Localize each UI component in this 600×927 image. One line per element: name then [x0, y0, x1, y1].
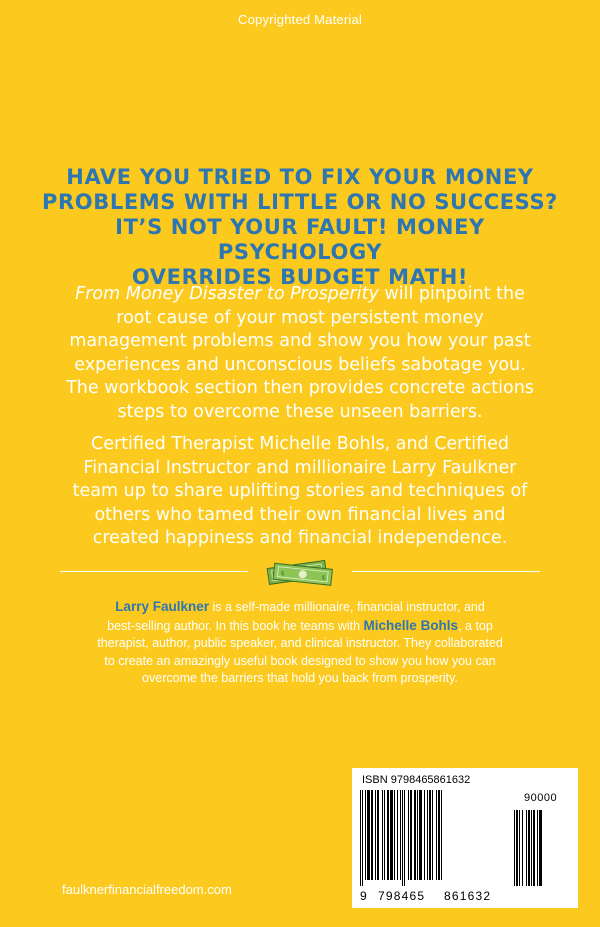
barcode-bar	[408, 790, 409, 880]
paragraph-line: management problems and show you how your past	[69, 331, 531, 351]
ornamental-divider	[60, 558, 540, 586]
barcode-bar	[432, 790, 433, 880]
paragraph-line: experiences and unconscious beliefs sabotage you.	[74, 354, 526, 375]
barcode-bar	[371, 790, 373, 880]
barcode-bar	[427, 790, 428, 880]
barcode-bar	[365, 790, 366, 880]
barcode-bar	[441, 790, 442, 880]
paragraph-line: others who tamed their own financial lives and	[94, 504, 506, 525]
copyright-watermark: Copyrighted Material	[238, 12, 362, 27]
paragraph-text: will pinpoint the	[378, 284, 525, 304]
paragraph-line: team up to share uplifting stories and techniques of	[72, 481, 528, 501]
barcode-bar	[400, 790, 401, 880]
headline-line: HAVE YOU TRIED TO FIX YOUR MONEY	[66, 165, 534, 189]
author-name-michelle: Michelle Bohls	[363, 617, 459, 633]
ean-barcode-bars	[360, 790, 510, 890]
barcode-bar	[394, 790, 395, 880]
authors-paragraph	[55, 433, 545, 551]
paragraph-line: created happiness and financial independence.	[92, 528, 508, 548]
bio-line	[50, 598, 550, 617]
svg-text:$: $	[321, 574, 326, 582]
bio-text: best-selling author. In this book he teams with	[107, 618, 364, 633]
paragraph-line	[55, 283, 545, 307]
barcode-bar	[429, 790, 431, 880]
bio-line: to create an amazingly useful book designed to show you how you can	[104, 653, 496, 668]
barcode-bar	[414, 790, 416, 880]
paragraph-line: root cause of your most persistent money	[116, 307, 484, 328]
paragraph-line: steps to overcome these unseen barriers.	[117, 401, 483, 422]
barcode-digit-group1: 798465	[378, 889, 426, 903]
barcode-bar	[531, 810, 532, 886]
barcode-bar	[539, 810, 542, 886]
svg-text:$: $	[280, 570, 285, 578]
barcode-bar	[417, 790, 418, 880]
description-paragraph	[55, 283, 545, 424]
barcode-bar	[382, 790, 383, 880]
barcode-digit-group2: 861632	[444, 889, 492, 903]
barcode-bar	[436, 790, 437, 880]
price-code: 90000	[524, 792, 558, 804]
isbn-label: ISBN 9798465861632	[362, 774, 471, 786]
bio-line: therapist, author, public speaker, and clinical instructor. They collaborated	[97, 636, 503, 650]
barcode-bar	[402, 790, 403, 886]
barcode-bar	[367, 790, 370, 880]
headline	[40, 165, 560, 290]
barcode-bar	[519, 810, 520, 886]
isbn-barcode	[352, 768, 578, 908]
headline-line: IT’S NOT YOUR FAULT! MONEY PSYCHOLOGY	[115, 215, 485, 264]
barcode-bar	[516, 810, 518, 886]
barcode-bar	[387, 790, 389, 880]
barcode-bar	[362, 790, 363, 886]
barcode-bar	[537, 810, 538, 886]
divider-rule-left	[60, 571, 248, 572]
author-name-larry: Larry Faulkner	[115, 599, 209, 614]
barcode-bar	[397, 790, 398, 880]
divider-rule-right	[352, 571, 540, 572]
headline-line: PROBLEMS WITH LITTLE OR NO SUCCESS?	[42, 190, 558, 214]
barcode-bar	[404, 790, 405, 886]
barcode-bar	[514, 810, 515, 886]
barcode-bar	[522, 810, 523, 886]
barcode-bar	[424, 790, 425, 880]
money-stack-icon	[260, 558, 340, 586]
book-title: From Money Disaster to Prosperity	[75, 284, 379, 304]
paragraph-line: The workbook section then provides concrete actions	[66, 378, 534, 398]
bio-line	[50, 617, 550, 636]
bio-line: overcome the barriers that hold you back from prosperity.	[142, 671, 458, 685]
barcode-bar	[419, 790, 422, 880]
barcode-bar	[410, 790, 412, 880]
barcode-bar	[390, 790, 393, 880]
barcode-bar	[533, 810, 535, 886]
barcode-bar	[377, 790, 379, 880]
paragraph-line: Certified Therapist Michelle Bohls, and Certified	[90, 434, 510, 454]
website-url: faulknerfinancialfreedom.com	[62, 882, 232, 897]
barcode-bar	[384, 790, 385, 880]
paragraph-line: Financial Instructor and millionaire Larry Faulkner	[83, 457, 517, 478]
barcode-digit-first: 9	[360, 889, 367, 903]
author-bio	[50, 598, 550, 688]
barcode-bar	[438, 790, 440, 880]
barcode-bar	[526, 810, 527, 886]
headline-line: OVERRIDES BUDGET MATH!	[131, 265, 469, 289]
barcode-bar	[375, 790, 376, 880]
bio-text: is a self-made millionaire, financial instructor, and	[208, 600, 485, 614]
addon-barcode-bars	[514, 810, 570, 888]
barcode-bar	[360, 790, 361, 886]
bio-text: , a top	[458, 618, 493, 633]
barcode-bar	[528, 810, 530, 886]
